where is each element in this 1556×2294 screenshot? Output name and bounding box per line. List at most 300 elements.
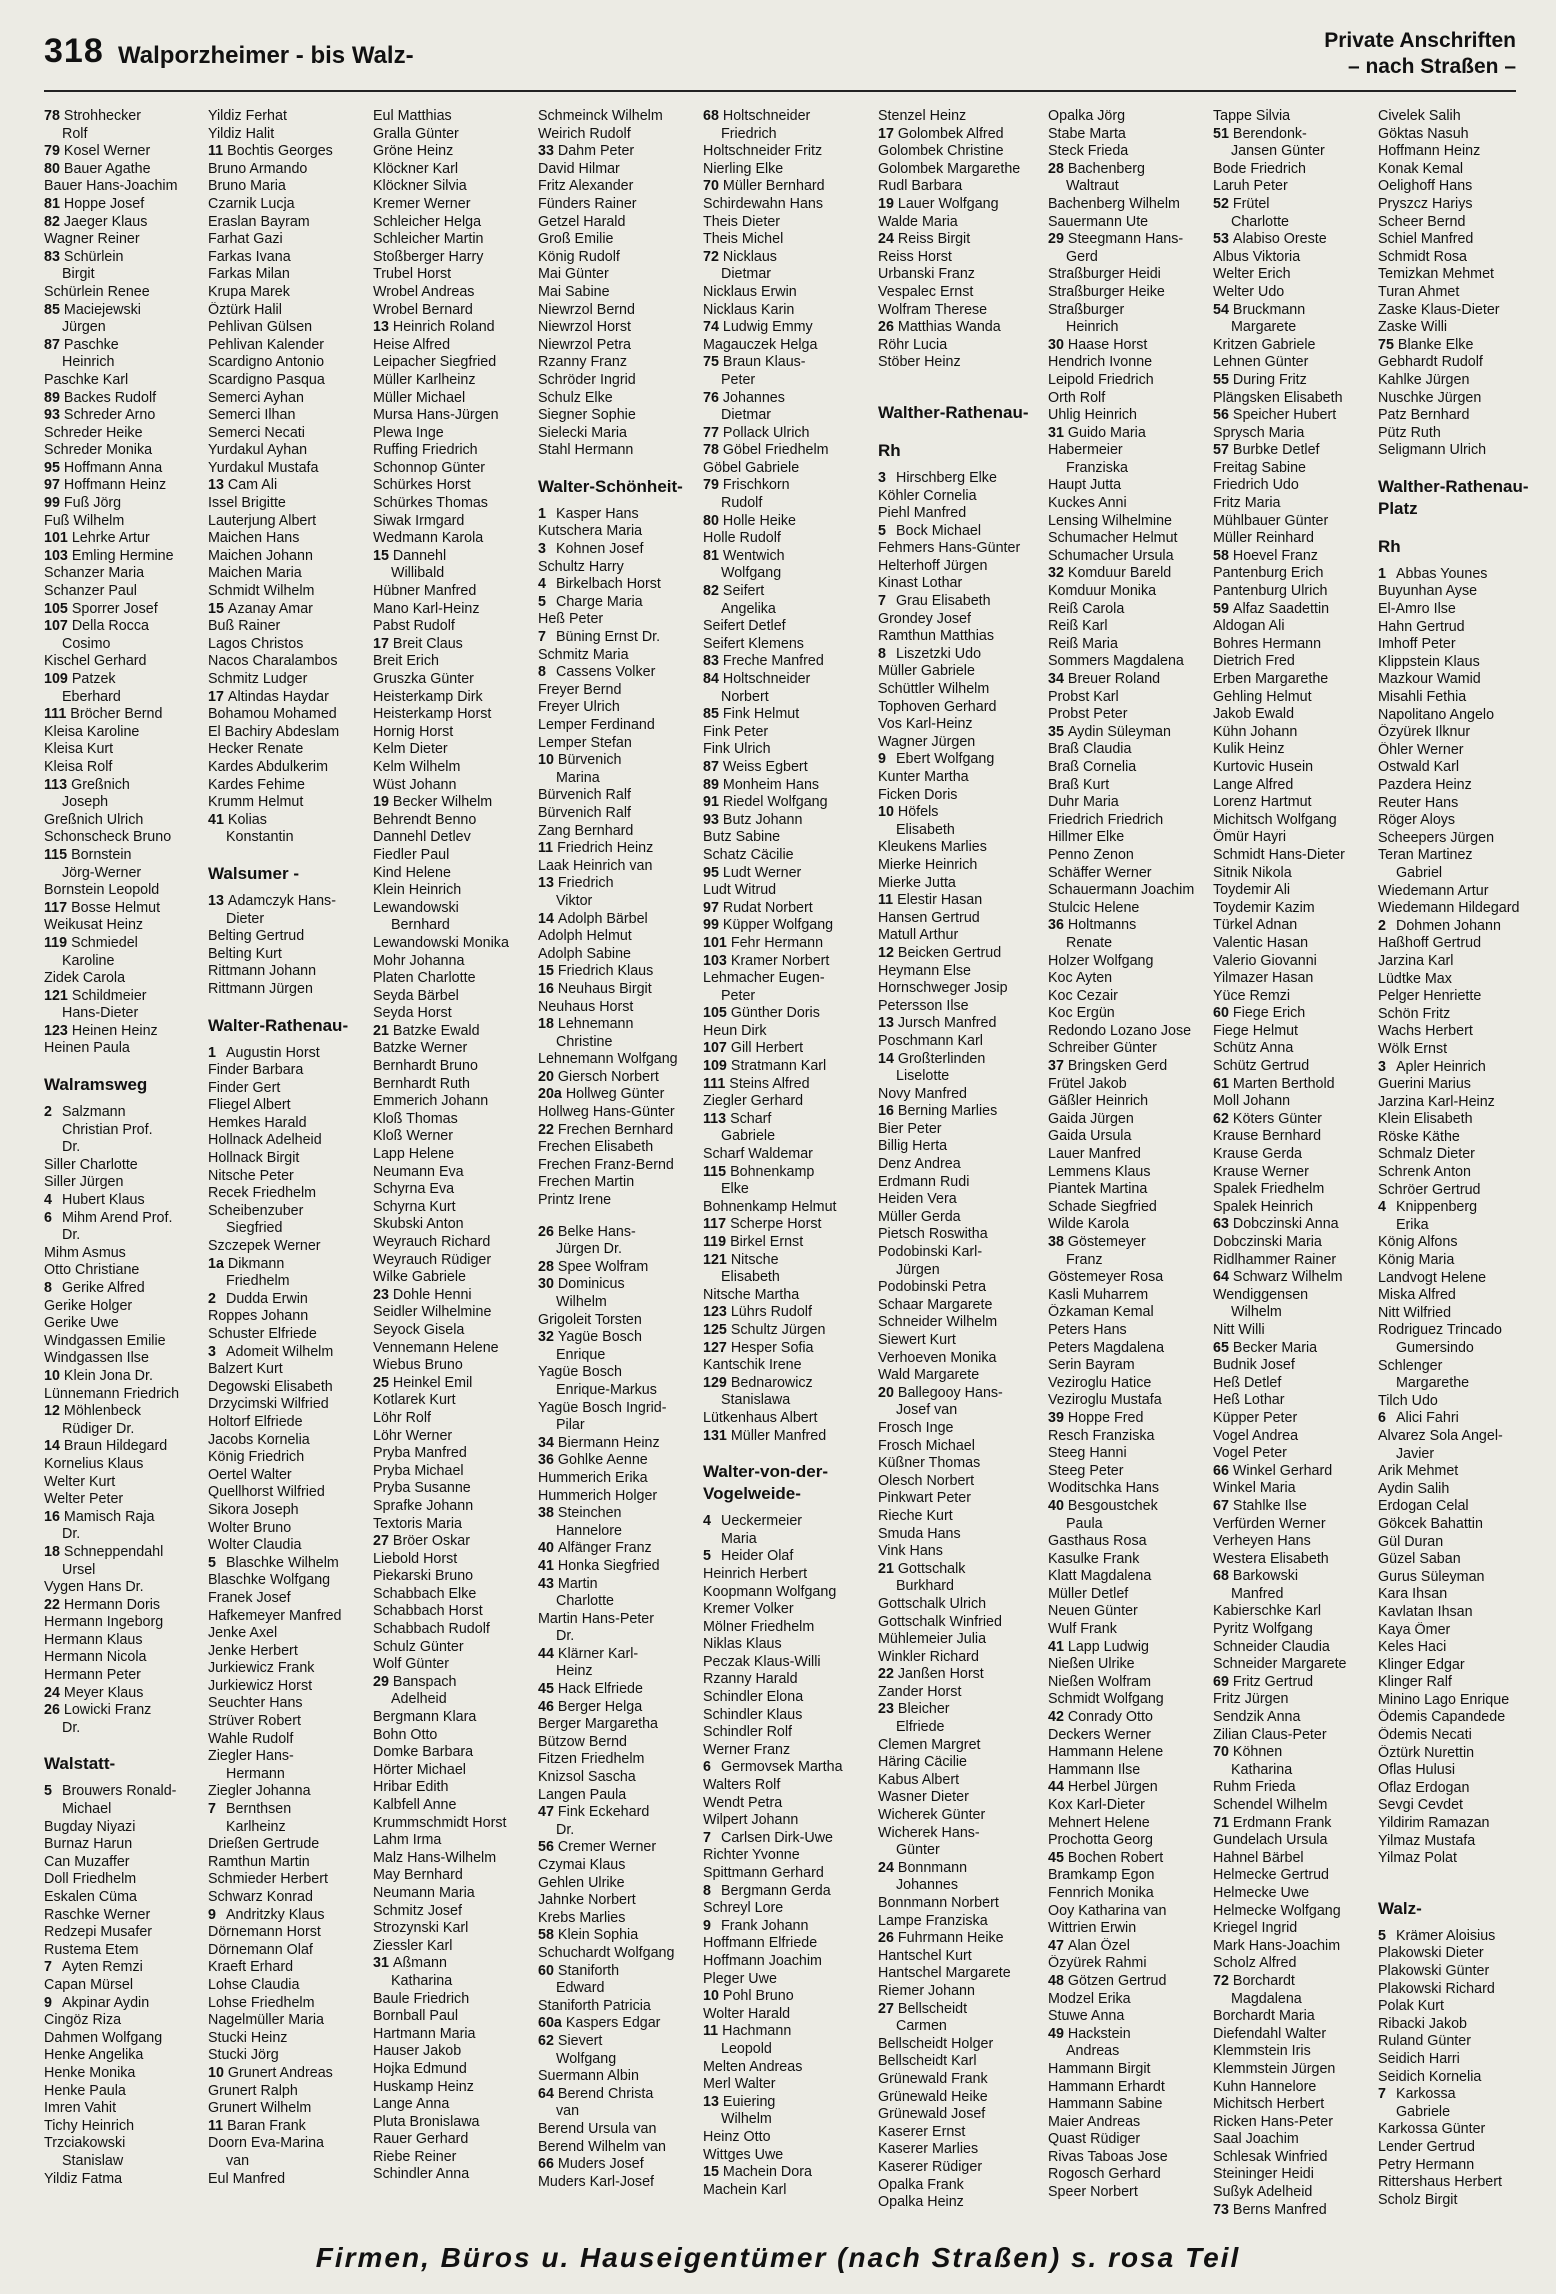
entry: Freitag Sabine (1213, 459, 1306, 476)
house-number: 103 (703, 952, 727, 969)
entry: Quast Rüdiger (1048, 2131, 1141, 2148)
entry (44, 900, 216, 918)
resident-name: Mamisch Raja (63, 1508, 155, 1525)
resident-name: Matthias Wanda (897, 319, 1001, 336)
house-number: 66 (1213, 1462, 1229, 1479)
entry: Martin Hans-Peter (538, 1610, 655, 1627)
entry (703, 1918, 875, 1936)
entry: Lemper Stefan (538, 734, 632, 751)
entry (44, 988, 216, 1006)
entry (208, 1045, 380, 1063)
entry (1048, 161, 1220, 179)
section-title-line1: Private Anschriften (1324, 29, 1516, 52)
entry (1048, 1938, 1220, 1956)
house-number: 11 (538, 840, 554, 857)
entry: Mazkour Wamid (1378, 671, 1481, 688)
entry: Heinen Paula (44, 1040, 130, 1057)
resident-name: Alfaz Saadettin (1232, 600, 1330, 617)
entry: Lauterjung Albert (208, 512, 317, 529)
entry: Freyer Bernd (538, 681, 622, 698)
entry (44, 390, 216, 408)
entry: Bernhardt Ruth (373, 1075, 470, 1092)
house-number: 20 (878, 1384, 894, 1401)
resident-name: Maciejewski (63, 301, 141, 318)
entry (1048, 1498, 1220, 1516)
entry-continuation: Gabriele (1396, 2103, 1451, 2120)
entry: Mano Karl-Heinz (373, 600, 480, 617)
house-number: 99 (44, 495, 60, 512)
entry: Ficken Doris (878, 786, 958, 803)
resident-name: Speicher Hubert (1232, 407, 1337, 424)
entry: Ödemis Necati (1378, 1727, 1472, 1744)
entry (538, 1839, 710, 1857)
entry: Scheer Bernd (1378, 213, 1466, 230)
resident-name: Erdmann Frank (1232, 1814, 1332, 1831)
house-number: 29 (1048, 231, 1064, 248)
entry (1048, 724, 1220, 742)
entry (44, 460, 216, 478)
entry: Wittrien Erwin (1048, 1920, 1137, 1937)
house-number: 15 (373, 547, 389, 564)
resident-name: Kaspers Edgar (565, 2015, 661, 2032)
entry: Müller Karlheinz (373, 371, 476, 388)
house-number: 97 (44, 477, 60, 494)
entry: Krause Gerda (1213, 1146, 1303, 1163)
resident-name: Augustin Horst (226, 1044, 320, 1061)
entry: Lange Alfred (1213, 776, 1294, 793)
house-number: 60 (1213, 1005, 1229, 1022)
resident-name: Dikmann (227, 1255, 285, 1272)
entry: Holle Rudolf (703, 530, 781, 547)
resident-name: Banspach (392, 1673, 457, 1690)
entry (878, 1930, 1050, 1948)
entry-continuation: Karoline (62, 952, 115, 969)
entry: Issel Brigitte (208, 495, 286, 512)
entry (703, 1988, 875, 2006)
house-number: 41 (1048, 1638, 1064, 1655)
entry: Haupt Jutta (1048, 477, 1122, 494)
resident-name: Grau Elisabeth (896, 593, 991, 610)
entry: Bohres Hermann (1213, 635, 1322, 652)
entry: Schütz Gertrud (1213, 1058, 1310, 1075)
entry-continuation: Enrique (556, 1346, 606, 1363)
entry: Ridlhammer Rainer (1213, 1251, 1337, 1268)
entry (538, 541, 710, 559)
entry: Gralla Günter (373, 125, 459, 142)
entry: Penno Zenon (1048, 846, 1134, 863)
resident-name: Dahm Peter (557, 143, 635, 160)
entry-continuation: Dr. (62, 1227, 81, 1244)
entry: Kleisa Rolf (44, 758, 113, 775)
entry: Lünnemann Friedrich (44, 1385, 180, 1402)
entry: Mierke Jutta (878, 874, 956, 891)
entry: Miska Alfred (1378, 1287, 1456, 1304)
entry-continuation: Enrique-Markus (556, 1381, 657, 1398)
entry: Welter Udo (1213, 283, 1285, 300)
entry: Eraslan Bayram (208, 213, 310, 230)
resident-name: During Fritz (1232, 371, 1307, 388)
column-8 (1213, 108, 1385, 2216)
resident-name: Schultz Jürgen (730, 1321, 826, 1338)
entry: Ziegler Johanna (208, 1783, 311, 1800)
entry: Olesch Norbert (878, 1472, 975, 1489)
resident-name: Abbas Younes (1396, 565, 1488, 582)
resident-name: Fink Eckehard (557, 1804, 650, 1821)
entry (538, 1329, 710, 1347)
entry: Landvogt Helene (1378, 1269, 1487, 1286)
resident-name: Rudat Norbert (722, 899, 813, 916)
entry (703, 935, 875, 953)
column-4 (538, 108, 710, 2216)
entry (538, 875, 710, 893)
entry: Eul Matthias (373, 108, 452, 124)
house-number: 22 (538, 1121, 554, 1138)
entry (44, 601, 216, 619)
resident-name: Bleicher (897, 1701, 950, 1718)
resident-name: Klein Sophia (557, 1927, 639, 1944)
resident-name: Brouwers Ronald- (62, 1783, 177, 1800)
entry: Kabierschke Karl (1213, 1603, 1322, 1620)
entry: Baule Friedrich (373, 1990, 470, 2007)
entry: Schindler Anna (373, 2166, 470, 2183)
resident-name: Jaeger Klaus (63, 213, 148, 230)
entry: Pehlivan Gülsen (208, 319, 313, 336)
resident-name: Krämer Aloisius (1396, 1927, 1496, 1944)
entry (703, 2023, 875, 2041)
entry: Küpper Peter (1213, 1409, 1298, 1426)
house-number: 93 (703, 811, 719, 828)
resident-name: Winkel Gerhard (1232, 1462, 1333, 1479)
entry: Straßburger Heidi (1048, 266, 1161, 283)
entry: Scardigno Pasqua (208, 371, 325, 388)
entry (538, 2015, 710, 2033)
entry: Denz Andrea (878, 1156, 961, 1173)
entry-continuation: Friedhelm (226, 1273, 290, 1290)
entry: Mark Hans-Joachim (1213, 1937, 1341, 1954)
entry: Müller Reinhard (1213, 530, 1314, 547)
entry-continuation: Wilhelm (556, 1294, 607, 1310)
entry: Lüdtke Max (1378, 970, 1452, 987)
entry: Kahlke Jürgen (1378, 371, 1470, 388)
entry: Tophoven Gerhard (878, 698, 997, 715)
resident-name: Knippenberg (1396, 1199, 1478, 1216)
entry: Nitt Willi (1213, 1321, 1265, 1338)
entry-continuation: Cosimo (62, 635, 111, 652)
resident-name: Staniforth (557, 1962, 620, 1979)
entry: Wicherek Günter (878, 1807, 986, 1824)
house-number: 4 (1378, 1199, 1386, 1216)
resident-name: Hirschberg Elke (896, 469, 997, 486)
entry: Bugday Niyazi (44, 1818, 136, 1835)
house-number: 28 (538, 1258, 554, 1275)
entry: Grigoleit Torsten (538, 1311, 642, 1328)
entry-continuation: Bernhard (391, 917, 450, 934)
entry: Schabbach Elke (373, 1585, 477, 1602)
entry: Wiedemann Artur (1378, 882, 1489, 899)
house-number: 7 (878, 593, 886, 610)
entry: Vogel Peter (1213, 1445, 1287, 1462)
entry: Hendrich Ivonne (1048, 354, 1153, 371)
entry: Kabus Albert (878, 1771, 960, 1788)
resident-name: Ebert Wolfgang (896, 751, 995, 768)
entry (538, 1086, 710, 1104)
entry (373, 1375, 545, 1393)
entry: Semerci Ilhan (208, 407, 296, 424)
house-number: 1 (1378, 565, 1386, 582)
entry: Greßnich Ulrich (44, 811, 144, 828)
entry-continuation: Christine (556, 1033, 613, 1050)
entry: Nicklaus Karin (703, 301, 795, 318)
entry: Schiel Manfred (1378, 231, 1474, 248)
entry: Gasthaus Rosa (1048, 1533, 1147, 1550)
house-number: 48 (1048, 1972, 1064, 1989)
entry (703, 1234, 875, 1252)
entry (44, 1438, 216, 1456)
entry: Hemkes Harald (208, 1114, 307, 1131)
entry: Franek Josef (208, 1589, 291, 1606)
entry: Yurdakul Mustafa (208, 459, 319, 476)
entry: Schonnop Günter (373, 459, 486, 476)
house-number: 12 (878, 944, 894, 961)
entry (538, 664, 710, 682)
house-number: 72 (1213, 1972, 1229, 1989)
entry: Buyunhan Ayse (1378, 583, 1478, 600)
entry (703, 1322, 875, 1340)
entry: Hornig Horst (373, 723, 454, 740)
entry (703, 671, 875, 689)
entry: Liebold Horst (373, 1550, 458, 1567)
resident-name: Küpper Wolfgang (722, 917, 834, 934)
entry: Wachs Herbert (1378, 1023, 1473, 1040)
entry: Batzke Werner (373, 1040, 468, 1057)
entry (1048, 1779, 1220, 1797)
entry: Urbanski Franz (878, 266, 975, 283)
entry: Helmecke Uwe (1213, 1884, 1310, 1901)
entry: Nitsche Martha (703, 1286, 800, 1303)
entry: Breit Erich (373, 653, 439, 670)
entry: Platen Charlotte (373, 970, 476, 987)
entry-continuation: Gabriele (721, 1128, 776, 1145)
entry: Riebe Reiner (373, 2148, 457, 2165)
resident-name: Fritz Gertrud (1232, 1673, 1314, 1690)
entry-continuation: Jürgen (896, 1261, 940, 1278)
entry: Hahn Gertrud (1378, 618, 1465, 635)
entry: Göstemeyer Rosa (1048, 1269, 1164, 1286)
house-number: 60 (538, 1962, 554, 1979)
entry: Kantschik Irene (703, 1357, 802, 1374)
entry: Küßner Thomas (878, 1455, 981, 1472)
house-number: 14 (44, 1438, 60, 1455)
resident-name: Berendonk- (1232, 125, 1307, 142)
house-number: 17 (878, 125, 894, 142)
entry: Siewert Kurt (878, 1332, 956, 1348)
entry: Szczepek Werner (208, 1238, 321, 1255)
entry-continuation: Dr. (62, 1139, 81, 1156)
entry: Mai Sabine (538, 283, 610, 300)
entry: Kaserer Rüdiger (878, 2158, 983, 2175)
entry (703, 319, 875, 337)
entry: Steeg Hanni (1048, 1445, 1127, 1462)
entry-continuation: Christian Prof. (62, 1121, 153, 1138)
house-number: 71 (1213, 1814, 1229, 1831)
entry (208, 1801, 380, 1819)
entry: Moll Johann (1213, 1093, 1291, 1110)
entry-continuation: Friedrich (721, 125, 777, 142)
house-number: 5 (878, 522, 886, 539)
resident-name: Golombek Alfred (897, 125, 1004, 142)
entry-continuation: Elfriede (896, 1719, 945, 1736)
entry: Kulik Heinz (1213, 741, 1285, 758)
entry: Ziessler Karl (373, 1937, 453, 1954)
entry (1378, 2086, 1550, 2104)
entry (1213, 1076, 1385, 1094)
entry: Polak Kurt (1378, 1998, 1444, 2015)
entry: Müller Gabriele (878, 663, 975, 680)
entry: Leipold Friedrich (1048, 371, 1154, 388)
entry: Friedrich Friedrich (1048, 811, 1164, 828)
resident-name: Fink Helmut (722, 706, 800, 723)
entry: Weirich Rudolf (538, 125, 631, 142)
entry: Plakowski Günter (1378, 1963, 1490, 1979)
entry: Wagner Reiner (44, 231, 140, 248)
entry: Kloß Werner (373, 1128, 453, 1145)
house-number: 54 (1213, 301, 1229, 318)
entry: Ziegler Gerhard (703, 1093, 804, 1110)
entry: Zilian Claus-Peter (1213, 1726, 1327, 1743)
entry: Schütz Anna (1213, 1040, 1294, 1057)
entry-continuation: Rolf (62, 125, 88, 142)
entry (878, 1860, 1050, 1878)
entry: Hansen Gertrud (878, 909, 980, 926)
house-number: 87 (703, 758, 719, 775)
entry (878, 196, 1050, 214)
entry: Niewrzol Horst (538, 319, 631, 336)
entry: Recek Friedhelm (208, 1185, 317, 1202)
resident-name: Bergmann Gerda (721, 1882, 831, 1899)
entry: Schüttler Wilhelm (878, 681, 990, 698)
entry: Wölk Ernst (1378, 1040, 1448, 1057)
entry: Nacos Charalambos (208, 653, 338, 670)
entry: Lewandowski Monika (373, 934, 509, 951)
entry-continuation: Edward (556, 1980, 605, 1997)
entry-continuation: Dr. (556, 1628, 575, 1645)
entry: Schaar Margarete (878, 1296, 993, 1313)
entry: Scharf Waldemar (703, 1146, 813, 1163)
entry: Henke Angelika (44, 2047, 144, 2064)
resident-name: Andritzky Klaus (226, 1906, 325, 1923)
entry (1048, 1639, 1220, 1657)
entry: Rieche Kurt (878, 1507, 953, 1524)
entry: Güzel Saban (1378, 1551, 1461, 1568)
resident-name: Cremer Werner (557, 1839, 657, 1856)
entry: Ömür Hayri (1213, 829, 1287, 846)
entry: Schlenger (1378, 1357, 1443, 1374)
entry: Siller Charlotte (44, 1156, 138, 1173)
entry: Grunert Wilhelm (208, 2100, 312, 2117)
resident-name: Heinen Heinz (71, 1022, 158, 1039)
house-number: 21 (373, 1022, 389, 1039)
house-number: 113 (44, 776, 68, 793)
resident-name: Hoppe Fred (1067, 1409, 1144, 1426)
entry: Kornelius Klaus (44, 1455, 144, 1472)
house-number: 109 (44, 671, 68, 687)
house-number: 103 (44, 547, 68, 564)
entry (878, 523, 1050, 541)
entry (1213, 372, 1385, 390)
entry: Bernhardt Bruno (373, 1058, 478, 1075)
entry: Hoffmann Elfriede (703, 1935, 818, 1952)
entry: Spalek Heinrich (1213, 1198, 1314, 1215)
entry: Reiß Maria (1048, 635, 1118, 652)
entry: Michitsch Wolfgang (1213, 811, 1337, 828)
resident-name: Schmiedel (71, 934, 138, 951)
entry: Borchardt Maria (1213, 2008, 1315, 2025)
resident-name: Höfels (897, 804, 939, 821)
entry: Kox Karl-Dieter (1048, 1797, 1145, 1813)
entry: Stulcic Helene (1048, 899, 1140, 916)
house-number: 31 (373, 1955, 389, 1972)
resident-name: Klärner Karl- (557, 1645, 639, 1662)
entry: Ruffing Friedrich (373, 442, 478, 459)
house-number: 36 (538, 1452, 554, 1469)
entry: Piekarski Bruno (373, 1568, 474, 1585)
entry: Skubski Anton (373, 1216, 464, 1233)
entry (1378, 1928, 1550, 1946)
entry (208, 2065, 380, 2083)
entry: Nitt Wilfried (1378, 1304, 1452, 1321)
entry (208, 143, 380, 161)
entry: Zander Horst (878, 1683, 962, 1700)
entry (703, 2164, 875, 2182)
resident-name: Hachmann (722, 2023, 792, 2040)
resident-name: Becker Maria (1232, 1339, 1318, 1356)
entry: Petersson Ilse (878, 997, 969, 1014)
entry: Wittges Uwe (703, 2146, 784, 2163)
house-number: 1a (208, 1255, 224, 1272)
entry (1048, 337, 1220, 355)
entry: Schabbach Horst (373, 1603, 483, 1620)
entry (538, 1927, 710, 1945)
entry: Pabst Rudolf (373, 618, 455, 635)
entry (1213, 1498, 1385, 1516)
entry: Imren Vahit (44, 2100, 117, 2117)
resident-name: Lehnemann (557, 1016, 634, 1033)
entry: Erdogan Celal (1378, 1498, 1469, 1515)
entry: Czymai Klaus (538, 1857, 626, 1873)
entry (1048, 1973, 1220, 1991)
house-number: 45 (538, 1681, 554, 1698)
entry: Klinger Ralf (1378, 1674, 1452, 1691)
entry: Kleisa Karoline (44, 723, 140, 740)
resident-name: Dudda Erwin (226, 1290, 308, 1307)
entry: Staniforth Patricia (538, 1997, 651, 2014)
entry: Degowski Elisabeth (208, 1378, 333, 1395)
entry (1213, 1973, 1385, 1991)
entry (373, 548, 545, 566)
entry: König Maria (1378, 1252, 1455, 1269)
house-number: 7 (208, 1801, 216, 1818)
entry (44, 1368, 216, 1386)
resident-name: Ballegooy Hans- (897, 1384, 1003, 1401)
entry (538, 1016, 710, 1034)
entry: Klöckner Silvia (373, 178, 467, 195)
entry (538, 1681, 710, 1699)
entry (538, 1276, 710, 1294)
entry: Krupa Marek (208, 283, 290, 300)
resident-name: Spee Wolfram (557, 1258, 649, 1275)
house-number: 105 (44, 600, 68, 617)
spacer (1378, 1868, 1550, 1882)
